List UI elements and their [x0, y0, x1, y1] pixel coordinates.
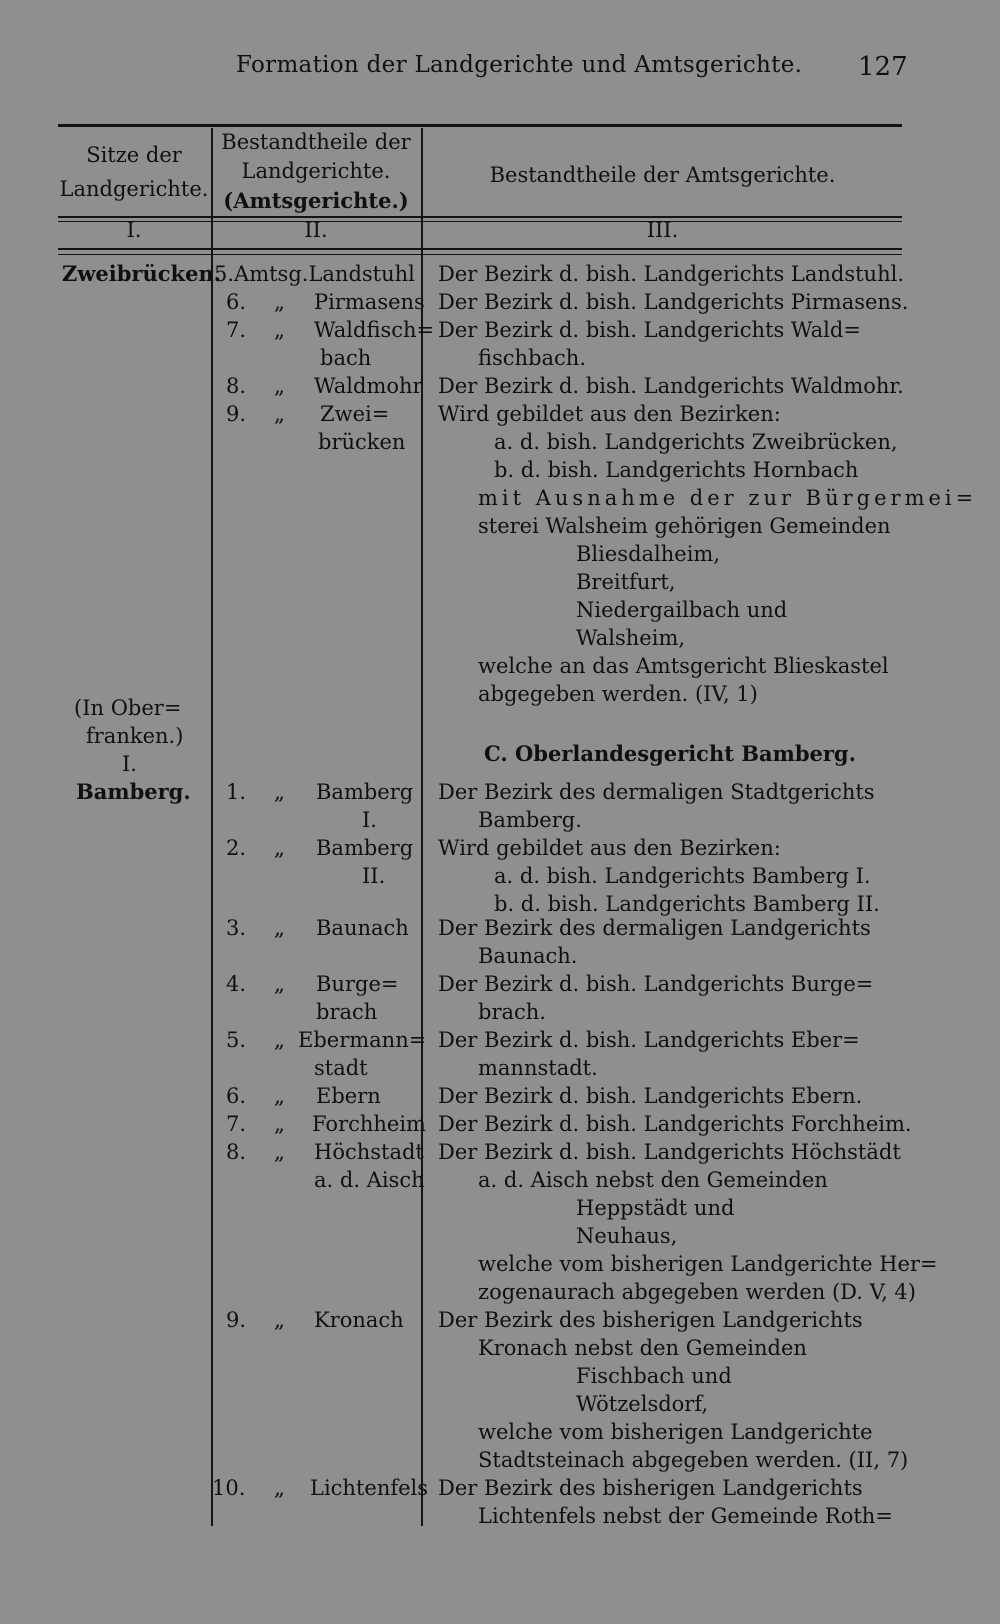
- text-line: sterei Walsheim gehörigen Gemeinden: [478, 514, 891, 538]
- text-line: Stadtsteinach abgegeben werden. (II, 7): [478, 1448, 909, 1472]
- text-line: „: [274, 1084, 285, 1108]
- text-line: Bamberg.: [478, 808, 582, 832]
- text-line: Zwei=: [320, 402, 390, 426]
- text-line: Waldfisch=: [314, 318, 435, 342]
- text-line: „: [274, 916, 285, 940]
- text-line: Ebermann=: [298, 1028, 427, 1052]
- text-line: Lichtenfels: [310, 1476, 429, 1500]
- text-line: 8.: [226, 1140, 247, 1164]
- text-line: Zweibrücken.: [62, 261, 222, 286]
- text-line: brach: [316, 1000, 378, 1024]
- column-divider-1: [211, 128, 213, 1526]
- numbers-rule-1: [58, 248, 902, 250]
- text-line: Der Bezirk d. bish. Landgerichts Wald=: [438, 318, 861, 342]
- text-line: Ebern: [316, 1084, 381, 1108]
- text-line: Burge=: [316, 972, 399, 996]
- text-line: Niedergailbach und: [576, 598, 788, 622]
- text-line: welche vom bisherigen Landgerichte Her=: [478, 1252, 938, 1276]
- text-line: „: [274, 318, 285, 342]
- running-head: [0, 52, 1000, 92]
- column-header-landgerichte-line1: Bestandtheile der: [221, 130, 411, 154]
- column-header-landgerichte-line3: (Amtsgerichte.): [223, 188, 409, 213]
- text-line: Der Bezirk des bisherigen Landgerichts: [438, 1308, 863, 1332]
- text-line: Baunach: [316, 916, 409, 940]
- text-line: Der Bezirk d. bish. Landgerichts Eber=: [438, 1028, 860, 1052]
- text-line: brach.: [478, 1000, 546, 1024]
- text-line: stadt: [314, 1056, 368, 1080]
- text-line: „: [274, 836, 285, 860]
- text-line: Der Bezirk d. bish. Landgerichts Pirmasens.: [438, 290, 909, 314]
- top-rule: [58, 124, 902, 127]
- text-line: „: [274, 1476, 285, 1500]
- text-line: II.: [362, 864, 386, 888]
- text-line: a. d. Aisch nebst den Gemeinden: [478, 1168, 828, 1192]
- text-line: 3.: [226, 916, 247, 940]
- text-line: b. d. bish. Landgerichts Hornbach: [494, 458, 859, 482]
- text-line: zogenaurach abgegeben werden (D. V, 4): [478, 1280, 916, 1304]
- text-line: Der Bezirk des dermaligen Stadtgerichts: [438, 780, 875, 804]
- text-line: 9.: [226, 1308, 247, 1332]
- text-line: 4.: [226, 972, 247, 996]
- column-number-3: III.: [646, 218, 679, 242]
- text-line: welche vom bisherigen Landgerichte: [478, 1420, 873, 1444]
- column-header-amtsgerichte-text: Bestandtheile der Amtsgerichte.: [489, 163, 836, 187]
- text-line: a. d. Aisch: [314, 1168, 425, 1192]
- text-line: Lichtenfels nebst der Gemeinde Roth=: [478, 1504, 893, 1528]
- text-line: Bamberg.: [76, 779, 191, 804]
- column-header-landgerichte-line2: Landgerichte.: [241, 159, 391, 183]
- column-header-amtsgerichte: [423, 158, 902, 192]
- text-line: 9.: [226, 402, 247, 426]
- text-line: Der Bezirk d. bish. Landgerichts Burge=: [438, 972, 874, 996]
- text-line: 7.: [226, 1112, 247, 1136]
- text-line: welche an das Amtsgericht Blieskastel: [478, 654, 889, 678]
- text-line: C. Oberlandesgericht Bamberg.: [484, 741, 856, 766]
- text-line: Bamberg: [316, 780, 414, 804]
- text-line: „: [274, 402, 285, 426]
- text-line: (In Ober=: [74, 696, 182, 720]
- text-line: Der Bezirk des bisherigen Landgerichts: [438, 1476, 863, 1500]
- text-line: franken.): [86, 724, 184, 748]
- text-line: Neuhaus,: [576, 1224, 678, 1248]
- text-line: bach: [320, 346, 372, 370]
- text-line: mannstadt.: [478, 1056, 598, 1080]
- text-line: Walsheim,: [576, 626, 686, 650]
- text-line: „: [274, 780, 285, 804]
- text-line: Der Bezirk d. bish. Landgerichts Landstuhl.: [438, 262, 904, 286]
- text-line: Der Bezirk d. bish. Landgerichts Höchstädt: [438, 1140, 901, 1164]
- text-line: 5.: [226, 1028, 247, 1052]
- text-line: 5.Amtsg.Landstuhl: [214, 262, 415, 286]
- text-line: Bliesdalheim,: [576, 542, 721, 566]
- text-line: 6.: [226, 290, 247, 314]
- column-header-seats: [58, 138, 210, 206]
- text-line: „: [274, 1028, 285, 1052]
- text-line: „: [274, 290, 285, 314]
- column-header-seats-line1: Sitze der: [86, 143, 182, 167]
- text-line: Wötzelsdorf,: [576, 1392, 709, 1416]
- text-line: Kronach: [314, 1308, 404, 1332]
- text-line: Heppstädt und: [576, 1196, 735, 1220]
- column-number-2: II.: [304, 218, 328, 242]
- text-line: Der Bezirk d. bish. Landgerichts Waldmohr.: [438, 374, 904, 398]
- column-header-landgerichte: [212, 128, 420, 215]
- text-line: Forchheim: [312, 1112, 426, 1136]
- text-line: „: [274, 1308, 285, 1332]
- text-line: „: [274, 1140, 285, 1164]
- text-line: b. d. bish. Landgerichts Bamberg II.: [494, 892, 880, 916]
- text-line: 1.: [226, 780, 247, 804]
- text-line: brücken: [318, 430, 406, 454]
- text-line: fischbach.: [478, 346, 586, 370]
- text-line: mit Ausnahme der zur Bürgermei=: [478, 486, 978, 510]
- text-line: „: [274, 972, 285, 996]
- text-line: a. d. bish. Landgerichts Zweibrücken,: [494, 430, 898, 454]
- page-number: 127: [858, 52, 908, 82]
- text-line: I.: [362, 808, 377, 832]
- column-number-1: I.: [126, 218, 142, 242]
- text-line: 10.: [212, 1476, 246, 1500]
- text-line: Baunach.: [478, 944, 578, 968]
- text-line: 6.: [226, 1084, 247, 1108]
- text-line: Kronach nebst den Gemeinden: [478, 1336, 807, 1360]
- text-line: Der Bezirk d. bish. Landgerichts Forchheim.: [438, 1112, 912, 1136]
- text-line: Wird gebildet aus den Bezirken:: [438, 402, 781, 426]
- text-line: 8.: [226, 374, 247, 398]
- text-line: abgegeben werden. (IV, 1): [478, 682, 758, 706]
- text-line: Wird gebildet aus den Bezirken:: [438, 836, 781, 860]
- text-line: Bamberg: [316, 836, 414, 860]
- text-line: „: [274, 1112, 285, 1136]
- text-line: Der Bezirk des dermaligen Landgerichts: [438, 916, 871, 940]
- text-line: „: [274, 374, 285, 398]
- numbers-rule-2: [58, 254, 902, 255]
- text-line: Höchstadt: [314, 1140, 424, 1164]
- text-line: 2.: [226, 836, 247, 860]
- text-line: Breitfurt,: [576, 570, 676, 594]
- text-line: a. d. bish. Landgerichts Bamberg I.: [494, 864, 871, 888]
- column-header-seats-line2: Landgerichte.: [59, 177, 209, 201]
- text-line: Waldmohr: [314, 374, 423, 398]
- text-line: 7.: [226, 318, 247, 342]
- running-title: Formation der Landgerichte und Amtsgerichte.: [236, 52, 803, 78]
- text-line: I.: [122, 752, 137, 776]
- text-line: Pirmasens: [314, 290, 425, 314]
- text-line: Der Bezirk d. bish. Landgerichts Ebern.: [438, 1084, 863, 1108]
- text-line: Fischbach und: [576, 1364, 732, 1388]
